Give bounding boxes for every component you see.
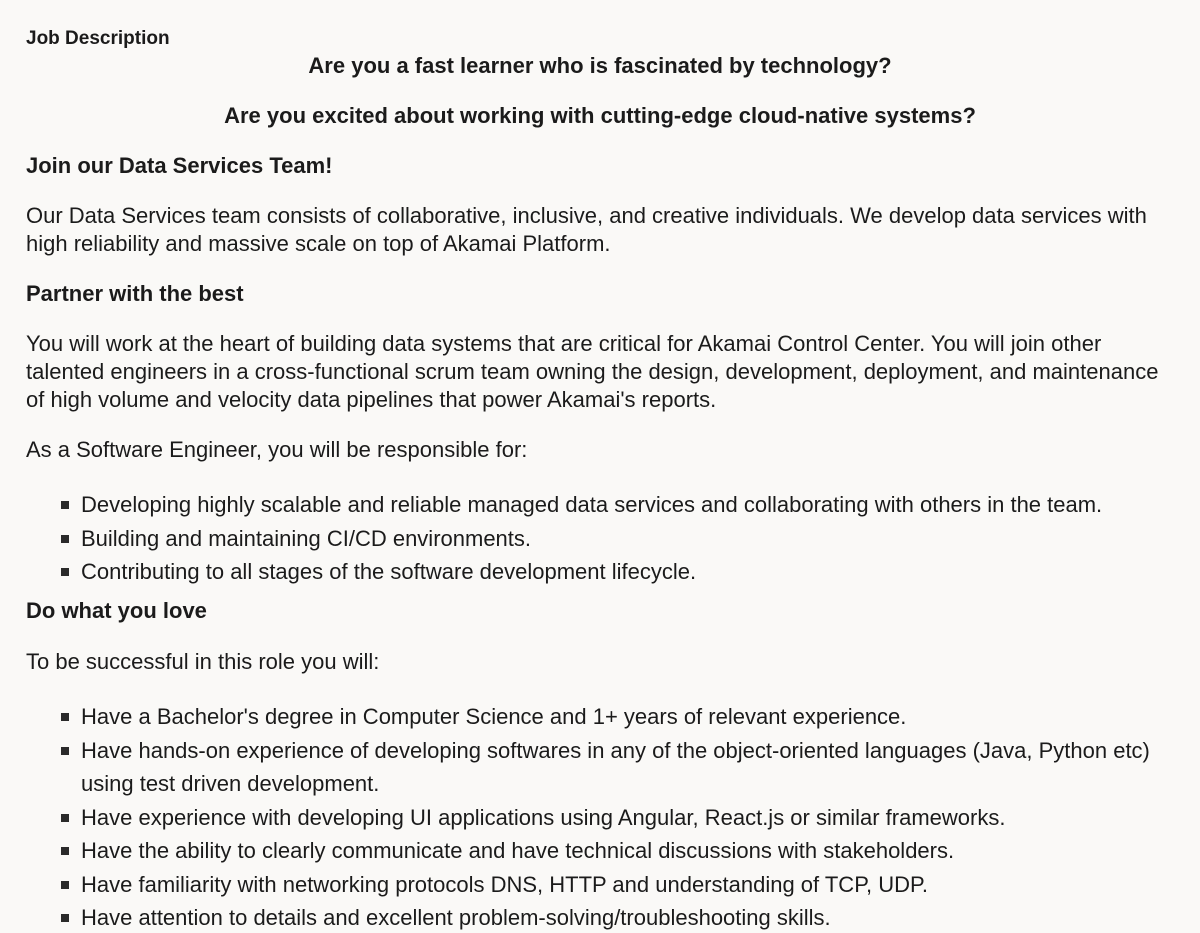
list-item-text: Have the ability to clearly communicate and have technical discussions with stakeholders.: [81, 838, 955, 863]
list-item-text: Developing highly scalable and reliable managed data services and collaborating with others in the team.: [81, 492, 1103, 517]
list-item-text: Have a Bachelor's degree in Computer Science and 1+ years of relevant experience.: [81, 704, 907, 729]
responsibilities-intro: As a Software Engineer, you will be responsible for:: [26, 437, 528, 462]
list-item: [26, 901, 1176, 933]
intro-question-2: Are you excited about working with cutting-edge cloud-native systems?: [224, 103, 976, 128]
list-item: [26, 488, 1176, 522]
list-item-text: Have familiarity with networking protocols DNS, HTTP and understanding of TCP, UDP.: [81, 871, 928, 897]
section-label: Job Description: [26, 28, 170, 49]
list-item-text: Have experience with developing UI applications using Angular, React.js or similar frameworks.: [81, 804, 1006, 830]
list-item: [26, 700, 1176, 734]
list-item: [26, 555, 1176, 589]
bullet-icon: [61, 747, 69, 755]
join-heading: Join our Data Services Team!: [26, 153, 333, 178]
bullet-icon: [61, 847, 69, 855]
requirements-intro: To be successful in this role you will:: [26, 649, 380, 674]
partner-heading: Partner with the best: [26, 281, 244, 306]
intro-question-1: Are you a fast learner who is fascinated by technology?: [308, 53, 892, 78]
bullet-icon: [61, 881, 69, 889]
list-item-text: Contributing to all stages of the software development lifecycle.: [81, 559, 697, 584]
partner-paragraph: You will work at the heart of building data systems that are critical for Akamai Control Center. You will join other talented engineers in a cross-functional scrum team owning the design, development, deployment, and maintenance of high volume and velocity data pipelines that power Akamai's reports.: [26, 331, 1159, 412]
do-what-you-love-heading: Do what you love: [26, 598, 207, 623]
bullet-icon: [61, 535, 69, 543]
responsibilities-list: [26, 488, 1176, 589]
bullet-icon: [61, 501, 69, 509]
bullet-icon: [61, 914, 69, 922]
list-item: [26, 734, 1176, 801]
bullet-icon: [61, 568, 69, 576]
list-item: [26, 522, 1176, 556]
list-item: [26, 834, 1176, 868]
list-item-text: Have hands-on experience of developing softwares in any of the object-oriented languages (Java, Python etc) using test driven development.: [81, 737, 1150, 796]
requirements-list: [26, 700, 1176, 933]
list-item: [26, 801, 1176, 835]
team-paragraph: Our Data Services team consists of collaborative, inclusive, and creative individuals. We develop data services with high reliability and massive scale on top of Akamai Platform.: [26, 203, 1147, 256]
list-item-text: Building and maintaining CI/CD environments.: [81, 525, 532, 551]
bullet-icon: [61, 814, 69, 822]
list-item: [26, 868, 1176, 902]
list-item-text: Have attention to details and excellent problem-solving/troubleshooting skills.: [81, 905, 831, 930]
bullet-icon: [61, 713, 69, 721]
